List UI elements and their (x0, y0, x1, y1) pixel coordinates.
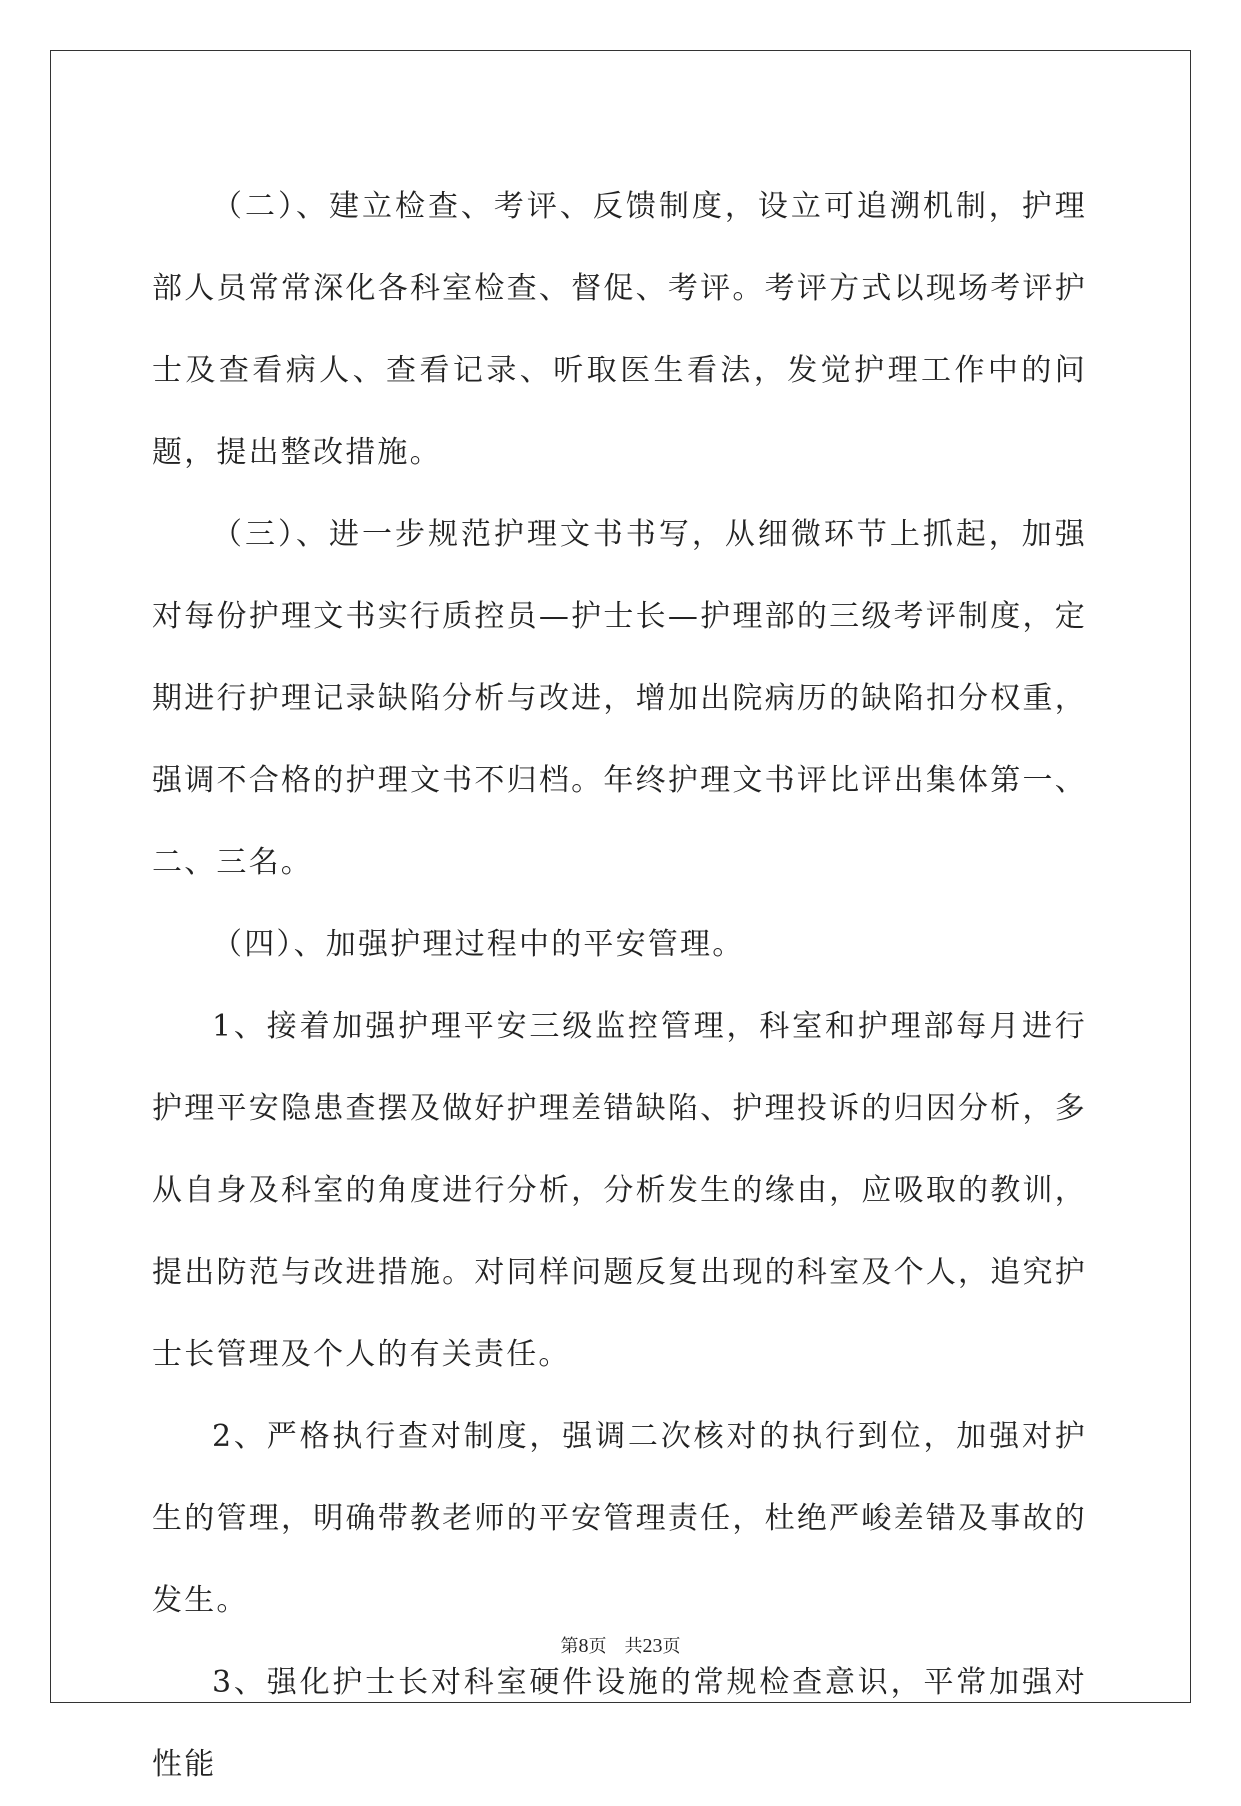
paragraph-4-3: 3、强化护士长对科室硬件设施的常规检查意识，平常加强对性能 (152, 1665, 1087, 1782)
paragraph-2: （二）、建立检查、考评、反馈制度，设立可追溯机制，护理部人员常常深化各科室检查、督促、考评。考评方式以现场考评护士及查看病人、查看记录、听取医生看法，发觉护理工作中的问题，提出整改措施。 (152, 189, 1087, 470)
total-pages: 23 (642, 1635, 663, 1657)
page-footer (0, 1632, 1241, 1658)
page-number: 8 (578, 1635, 589, 1657)
page-prefix: 第 (560, 1636, 579, 1657)
total-prefix: 共 (624, 1636, 643, 1657)
paragraph-4-2: 2、严格执行查对制度，强调二次核对的执行到位，加强对护生的管理，明确带教老师的平安管理责任，杜绝严峻差错及事故的发生。 (152, 1419, 1087, 1618)
document-body (152, 166, 1087, 1806)
paragraph-4-1: 1、接着加强护理平安三级监控管理，科室和护理部每月进行护理平安隐患查摆及做好护理差错缺陷、护理投诉的归因分析，多从自身及科室的角度进行分析，分析发生的缘由，应吸取的教训，提出防范与改进措施。对同样问题反复出现的科室及个人，追究护士长管理及个人的有关责任。 (152, 1009, 1087, 1372)
page-suffix: 页 (588, 1636, 607, 1657)
paragraph-4: （四）、加强护理过程中的平安管理。 (212, 927, 745, 962)
paragraph-3: （三）、进一步规范护理文书书写，从细微环节上抓起，加强对每份护理文书实行质控员—护士长—护理部的三级考评制度，定期进行护理记录缺陷分析与改进，增加出院病历的缺陷扣分权重，强调不合格的护理文书不归档。年终护理文书评比评出集体第一、二、三名。 (152, 517, 1087, 880)
total-suffix: 页 (662, 1636, 681, 1657)
